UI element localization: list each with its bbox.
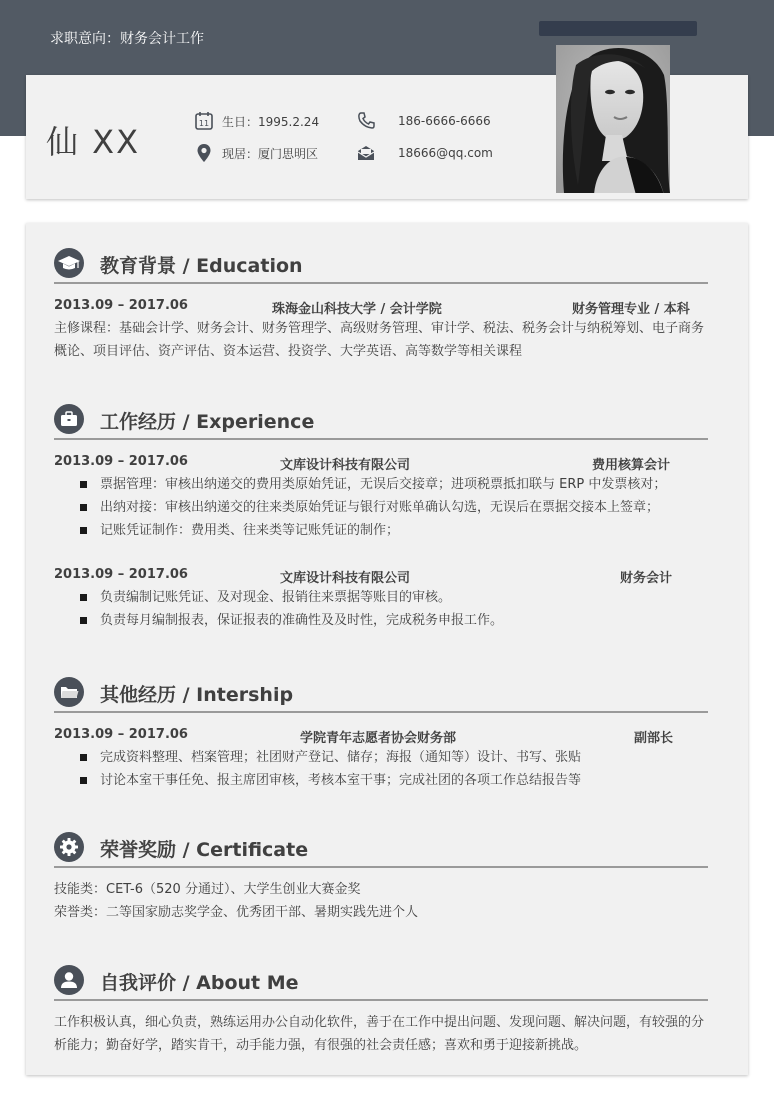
experience-header (54, 404, 708, 440)
email-info (356, 143, 493, 163)
certificate-header (54, 832, 708, 868)
job-company: 文库设计科技有限公司 (280, 571, 411, 586)
job-company: 文库设计科技有限公司 (280, 458, 411, 473)
job-objective: 求职意向：财务会计工作 (50, 31, 204, 47)
birth-text: 生日：1995.2.24 (222, 114, 320, 129)
resume-body-card (26, 223, 748, 1075)
calendar-icon (194, 111, 214, 131)
profile-card (26, 75, 748, 199)
residence-info (194, 143, 318, 163)
email-text: 18666@qq.com (398, 146, 493, 160)
experience-title: 工作经历 / Experience (100, 411, 315, 433)
education-school: 珠海金山科技大学 / 会计学院 (272, 302, 442, 317)
internship-duties-list (54, 746, 708, 792)
birth-info (194, 111, 319, 131)
briefcase-icon (54, 404, 84, 434)
internship-section (54, 677, 708, 792)
education-major: 财务管理专业 / 本科 (572, 302, 690, 317)
graduation-cap-icon (54, 248, 84, 278)
list-item: 讨论本室干事任免、报主席团审核，考核本室干事；完成社团的各项工作总结报告等 (78, 769, 708, 792)
job-period: 2013.09 – 2017.06 (54, 454, 188, 469)
honor-awards: 荣誉类：二等国家励志奖学金、优秀团干部、暑期实践先进个人 (54, 905, 419, 920)
education-title: 教育背景 / Education (100, 255, 303, 277)
list-item: 记账凭证制作：费用类、往来类等记账凭证的制作； (78, 519, 708, 542)
about-text: 工作积极认真，细心负责，熟练运用办公自动化软件，善于在工作中提出问题、发现问题、解决问题，有较强的分析能力；勤奋好学，踏实肯干，动手能力强，有很强的社会责任感；喜欢和勇于迎接新挑战。 (54, 1015, 705, 1053)
list-item: 出纳对接：审核出纳递交的往来类原始凭证与银行对账单确认勾选，无误后在票据交接本上签章； (78, 496, 708, 519)
education-courses: 主修课程：基础会计学、财务会计、财务管理学、高级财务管理、审计学、税法、税务会计与纳税筹划、电子商务概论、项目评估、资产评估、资本运营、投资学、大学英语、高等数学等相关课程 (54, 321, 705, 359)
user-icon (54, 965, 84, 995)
candidate-name: 仙 XX (46, 123, 141, 161)
skills-awards: 技能类：CET-6（520 分通过）、大学生创业大赛金奖 (54, 882, 361, 897)
list-item: 完成资料整理、档案管理；社团财产登记、储存；海报（通知等）设计、书写、张贴 (78, 746, 708, 769)
experience-section (54, 404, 708, 632)
about-header (54, 965, 708, 1001)
phone-info (356, 111, 491, 131)
education-period: 2013.09 – 2017.06 (54, 298, 188, 313)
phone-icon (356, 111, 376, 131)
job-period: 2013.09 – 2017.06 (54, 567, 188, 582)
about-title: 自我评价 / About Me (100, 972, 299, 994)
internship-period: 2013.09 – 2017.06 (54, 727, 188, 742)
internship-org: 学院青年志愿者协会财务部 (300, 731, 457, 746)
internship-row (54, 723, 708, 746)
certificate-title: 荣誉奖励 / Certificate (100, 839, 309, 861)
portrait-image (556, 45, 670, 193)
about-section (54, 965, 708, 1057)
header-accent-bar (539, 21, 697, 36)
education-header (54, 248, 708, 284)
job-role: 财务会计 (620, 571, 673, 586)
svg-text:11: 11 (198, 119, 210, 128)
job-row (54, 563, 708, 586)
certificate-section (54, 832, 708, 924)
internship-title: 其他经历 / Intership (100, 684, 294, 706)
job-duties-list (54, 586, 708, 632)
education-section (54, 248, 708, 363)
list-item: 负责编制记账凭证、及对现金、报销往来票据等账目的审核。 (78, 586, 708, 609)
location-pin-icon (194, 143, 214, 163)
residence-text: 现居：厦门思明区 (222, 146, 319, 161)
profile-photo (556, 45, 670, 193)
job-row (54, 450, 708, 473)
gear-icon (54, 832, 84, 862)
phone-text: 186-6666-6666 (398, 114, 491, 128)
list-item: 负责每月编制报表，保证报表的准确性及及时性，完成税务申报工作。 (78, 609, 708, 632)
folder-icon (54, 677, 84, 707)
education-row (54, 294, 708, 317)
list-item: 票据管理：审核出纳递交的费用类原始凭证，无误后交接章；进项税票抵扣联与 ERP 中发票核对； (78, 473, 708, 496)
internship-role: 副部长 (634, 731, 674, 746)
job-role: 费用核算会计 (592, 458, 671, 473)
mail-icon (356, 143, 376, 163)
job-duties-list (54, 473, 708, 542)
internship-header (54, 677, 708, 713)
